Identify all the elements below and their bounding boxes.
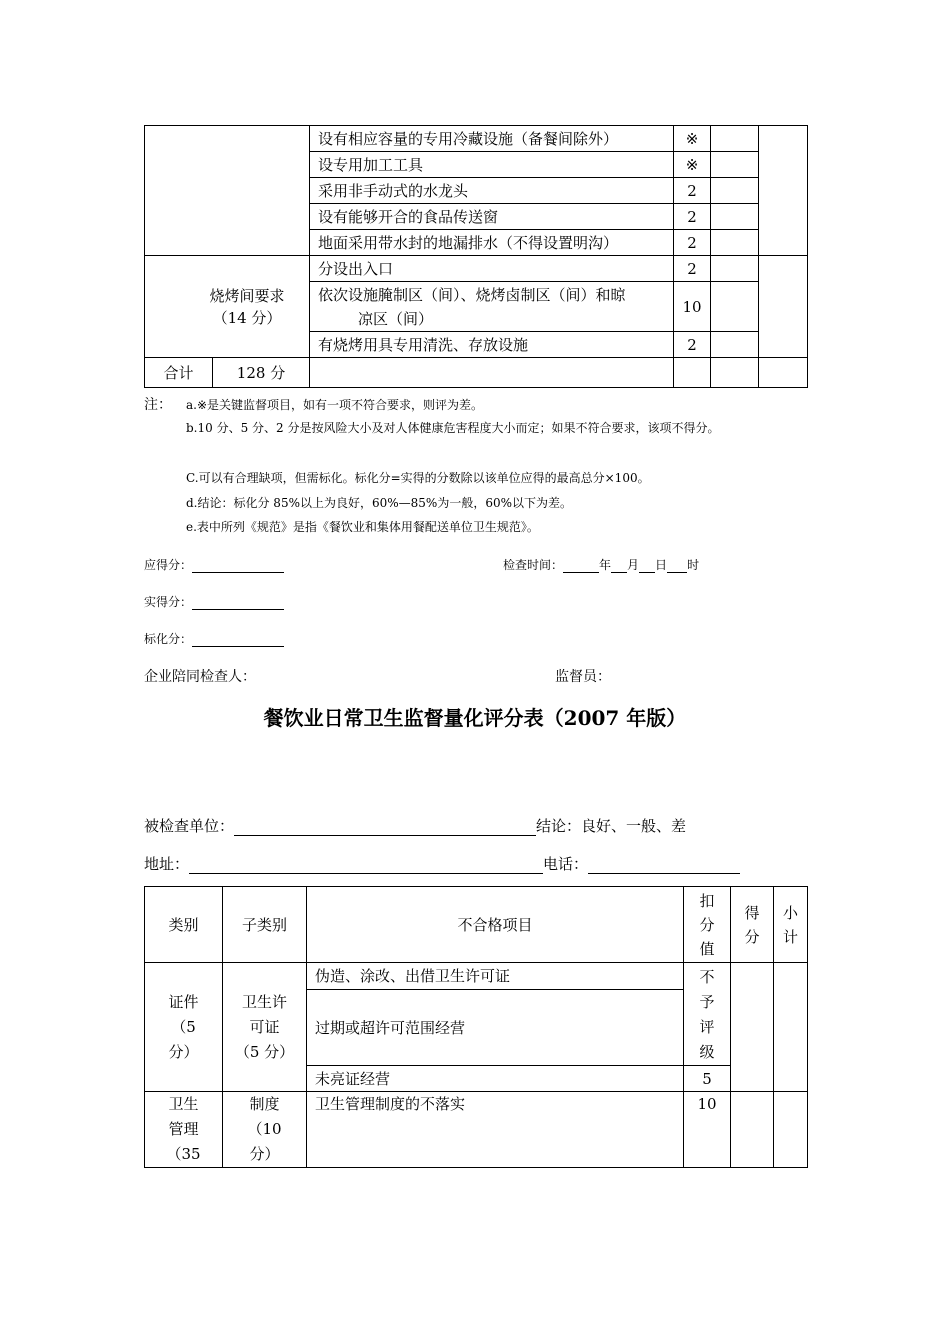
- header-subtotal: [774, 887, 808, 963]
- score-input-cell[interactable]: [711, 204, 759, 230]
- note-e: e.表中所列《规范》是指《餐饮业和集体用餐配送单位卫生规范》。: [186, 520, 539, 534]
- score-input-cell[interactable]: [711, 178, 759, 204]
- header-item: 不合格项目: [307, 887, 684, 963]
- header-score: [731, 887, 774, 963]
- score-input-cell[interactable]: [711, 332, 759, 358]
- table-row-score: 5: [684, 1066, 731, 1092]
- table-row-item: 设专用加工工具: [310, 152, 674, 178]
- unit-input[interactable]: [234, 819, 536, 836]
- bbq-category-cell: [145, 256, 310, 358]
- note-b: b.10 分、5 分、2 分是按风险大小及对人体健康危害程度大小而定；如果不符合要求，该项不得分。: [186, 421, 720, 435]
- score-input-cell[interactable]: [711, 282, 759, 332]
- header-category: 类别: [145, 887, 223, 963]
- cert-subcategory-line: 卫生许: [241, 992, 287, 1011]
- hour-label: 时: [687, 558, 700, 572]
- cert-category-cell: [145, 963, 223, 1092]
- expected-score-input[interactable]: [192, 558, 284, 573]
- mgmt-subcategory-line: 制度: [249, 1095, 280, 1113]
- table-row-score: ※: [674, 126, 711, 152]
- header-score-char: 分: [744, 928, 760, 946]
- table-row-item: 过期或超许可范围经营: [307, 989, 684, 1065]
- table-row-item: 设有相应容量的专用冷藏设施（备餐间除外）: [310, 126, 674, 152]
- mgmt-category-line: 卫生: [168, 1095, 199, 1113]
- table-row-score: 2: [674, 332, 711, 358]
- scoring-table: [144, 886, 808, 1168]
- subtotal-cell[interactable]: [774, 1092, 808, 1168]
- no-grade-char: 予: [699, 993, 715, 1011]
- inspect-time-label: 检查时间：: [503, 558, 564, 572]
- table-row-score: 2: [674, 178, 711, 204]
- cert-category-line: 证件: [168, 992, 199, 1011]
- subtotal-cell[interactable]: [774, 963, 808, 1092]
- header-score-char: 得: [744, 904, 760, 922]
- month-input[interactable]: [611, 558, 627, 573]
- table-row-score: 10: [674, 282, 711, 332]
- unit-field: [144, 815, 686, 836]
- table-row-item: 设有能够开合的食品传送窗: [310, 204, 674, 230]
- supervisor-label: 监督员：: [555, 669, 611, 685]
- table-row-score: ※: [674, 152, 711, 178]
- header-deduct: [684, 887, 731, 963]
- phone-label: 电话：: [543, 855, 589, 873]
- table-row-item: 未亮证经营: [307, 1066, 684, 1092]
- expected-score-field: [144, 556, 284, 573]
- bbq-category-label: 烧烤间要求: [209, 286, 285, 305]
- address-label: 地址：: [144, 855, 190, 873]
- total-label: 合计: [145, 358, 213, 388]
- cert-subcategory-line: 可证: [249, 1017, 280, 1036]
- table-row-item: 依次设施腌制区（间）、烧烤卤制区（间）和晾: [318, 285, 626, 304]
- note-a: a.※是关键监督项目，如有一项不符合要求，则评为差。: [186, 398, 484, 412]
- score-input-cell[interactable]: [711, 256, 759, 282]
- table-row-item: 伪造、涂改、出借卫生许可证: [307, 963, 684, 990]
- companion-label: 企业陪同检查人：: [144, 669, 256, 685]
- header-deduct-char: 扣: [699, 891, 715, 910]
- cert-category-line: 分）: [168, 1042, 199, 1061]
- actual-score-field: [144, 593, 284, 610]
- standard-score-field: [144, 630, 284, 647]
- total-score-cell[interactable]: [711, 358, 759, 388]
- no-grade-char: 级: [699, 1043, 715, 1061]
- header-subcategory: 子类别: [223, 887, 307, 963]
- no-grade-char: 不: [699, 968, 715, 986]
- day-label: 日: [655, 558, 668, 572]
- score-input-cell[interactable]: [731, 1092, 774, 1168]
- mgmt-subcategory-cell: [223, 1092, 307, 1168]
- address-input[interactable]: [189, 857, 543, 874]
- bbq-category-points: （14 分）: [212, 308, 282, 327]
- table-row-item-cont: 凉区（间）: [358, 309, 434, 328]
- no-grade-char: 评: [699, 1018, 715, 1036]
- table-row-item: 卫生管理制度的不落实: [307, 1092, 684, 1168]
- no-grade-cell: [684, 963, 731, 1066]
- unit-label: 被检查单位：: [144, 817, 235, 835]
- header-subtotal-char: 计: [782, 928, 798, 946]
- table-row-item: 采用非手动式的水龙头: [310, 178, 674, 204]
- table-row-item: 地面采用带水封的地漏排水（不得设置明沟）: [310, 230, 674, 256]
- address-field: [144, 853, 740, 874]
- table-row-score: 2: [674, 230, 711, 256]
- total-subtotal-cell[interactable]: [759, 358, 808, 388]
- cert-category-line: （5: [171, 1017, 196, 1036]
- mgmt-category-cell: [145, 1092, 223, 1168]
- score-input-cell[interactable]: [711, 126, 759, 152]
- inspect-time-field: [503, 556, 699, 573]
- inspection-table-continued: [144, 125, 808, 388]
- score-input-cell[interactable]: [731, 963, 774, 1092]
- table-row-score: 10: [684, 1092, 731, 1168]
- header-subtotal-char: 小: [782, 904, 798, 922]
- conclusion-label: 结论：良好、一般、差: [536, 817, 687, 835]
- year-input[interactable]: [563, 558, 599, 573]
- mgmt-category-line: （35: [166, 1145, 201, 1163]
- category-cell-continued: [145, 126, 310, 256]
- table-row-score: 2: [674, 256, 711, 282]
- actual-score-input[interactable]: [192, 595, 284, 610]
- actual-score-label: 实得分：: [144, 595, 193, 609]
- header-deduct-char: 值: [699, 939, 715, 958]
- notes-label: 注：: [144, 397, 172, 413]
- score-input-cell[interactable]: [711, 230, 759, 256]
- table-row-score: 2: [674, 204, 711, 230]
- hour-input[interactable]: [667, 558, 687, 573]
- mgmt-subcategory-line: （10: [247, 1120, 282, 1138]
- subtotal-cell[interactable]: [759, 256, 808, 358]
- month-label: 月: [627, 558, 640, 572]
- header-deduct-char: 分: [699, 915, 715, 934]
- day-input[interactable]: [639, 558, 655, 573]
- total-blank-cell: [310, 358, 674, 388]
- total-value: 128 分: [213, 358, 310, 388]
- total-blank-cell: [674, 358, 711, 388]
- page-title: 餐饮业日常卫生监督量化评分表（2007 年版）: [263, 706, 687, 730]
- subtotal-cell[interactable]: [759, 126, 808, 256]
- score-input-cell[interactable]: [711, 152, 759, 178]
- mgmt-category-line: 管理: [168, 1120, 199, 1138]
- table-row-item-multiline: [310, 282, 674, 332]
- standard-score-label: 标化分：: [144, 632, 193, 646]
- standard-score-input[interactable]: [192, 632, 284, 647]
- table-row-item: 有烧烤用具专用清洗、存放设施: [310, 332, 674, 358]
- table-row-item: 分设出入口: [310, 256, 674, 282]
- year-label: 年: [599, 558, 612, 572]
- phone-input[interactable]: [588, 857, 740, 874]
- note-d: d.结论：标化分 85%以上为良好，60%—85%为一般，60%以下为差。: [186, 496, 572, 510]
- mgmt-subcategory-line: 分）: [249, 1145, 280, 1163]
- cert-subcategory-line: （5 分）: [234, 1042, 295, 1061]
- note-c: C.可以有合理缺项，但需标化。标化分=实得的分数除以该单位应得的最高总分×100。: [186, 471, 650, 485]
- cert-subcategory-cell: [223, 963, 307, 1092]
- expected-score-label: 应得分：: [144, 558, 193, 572]
